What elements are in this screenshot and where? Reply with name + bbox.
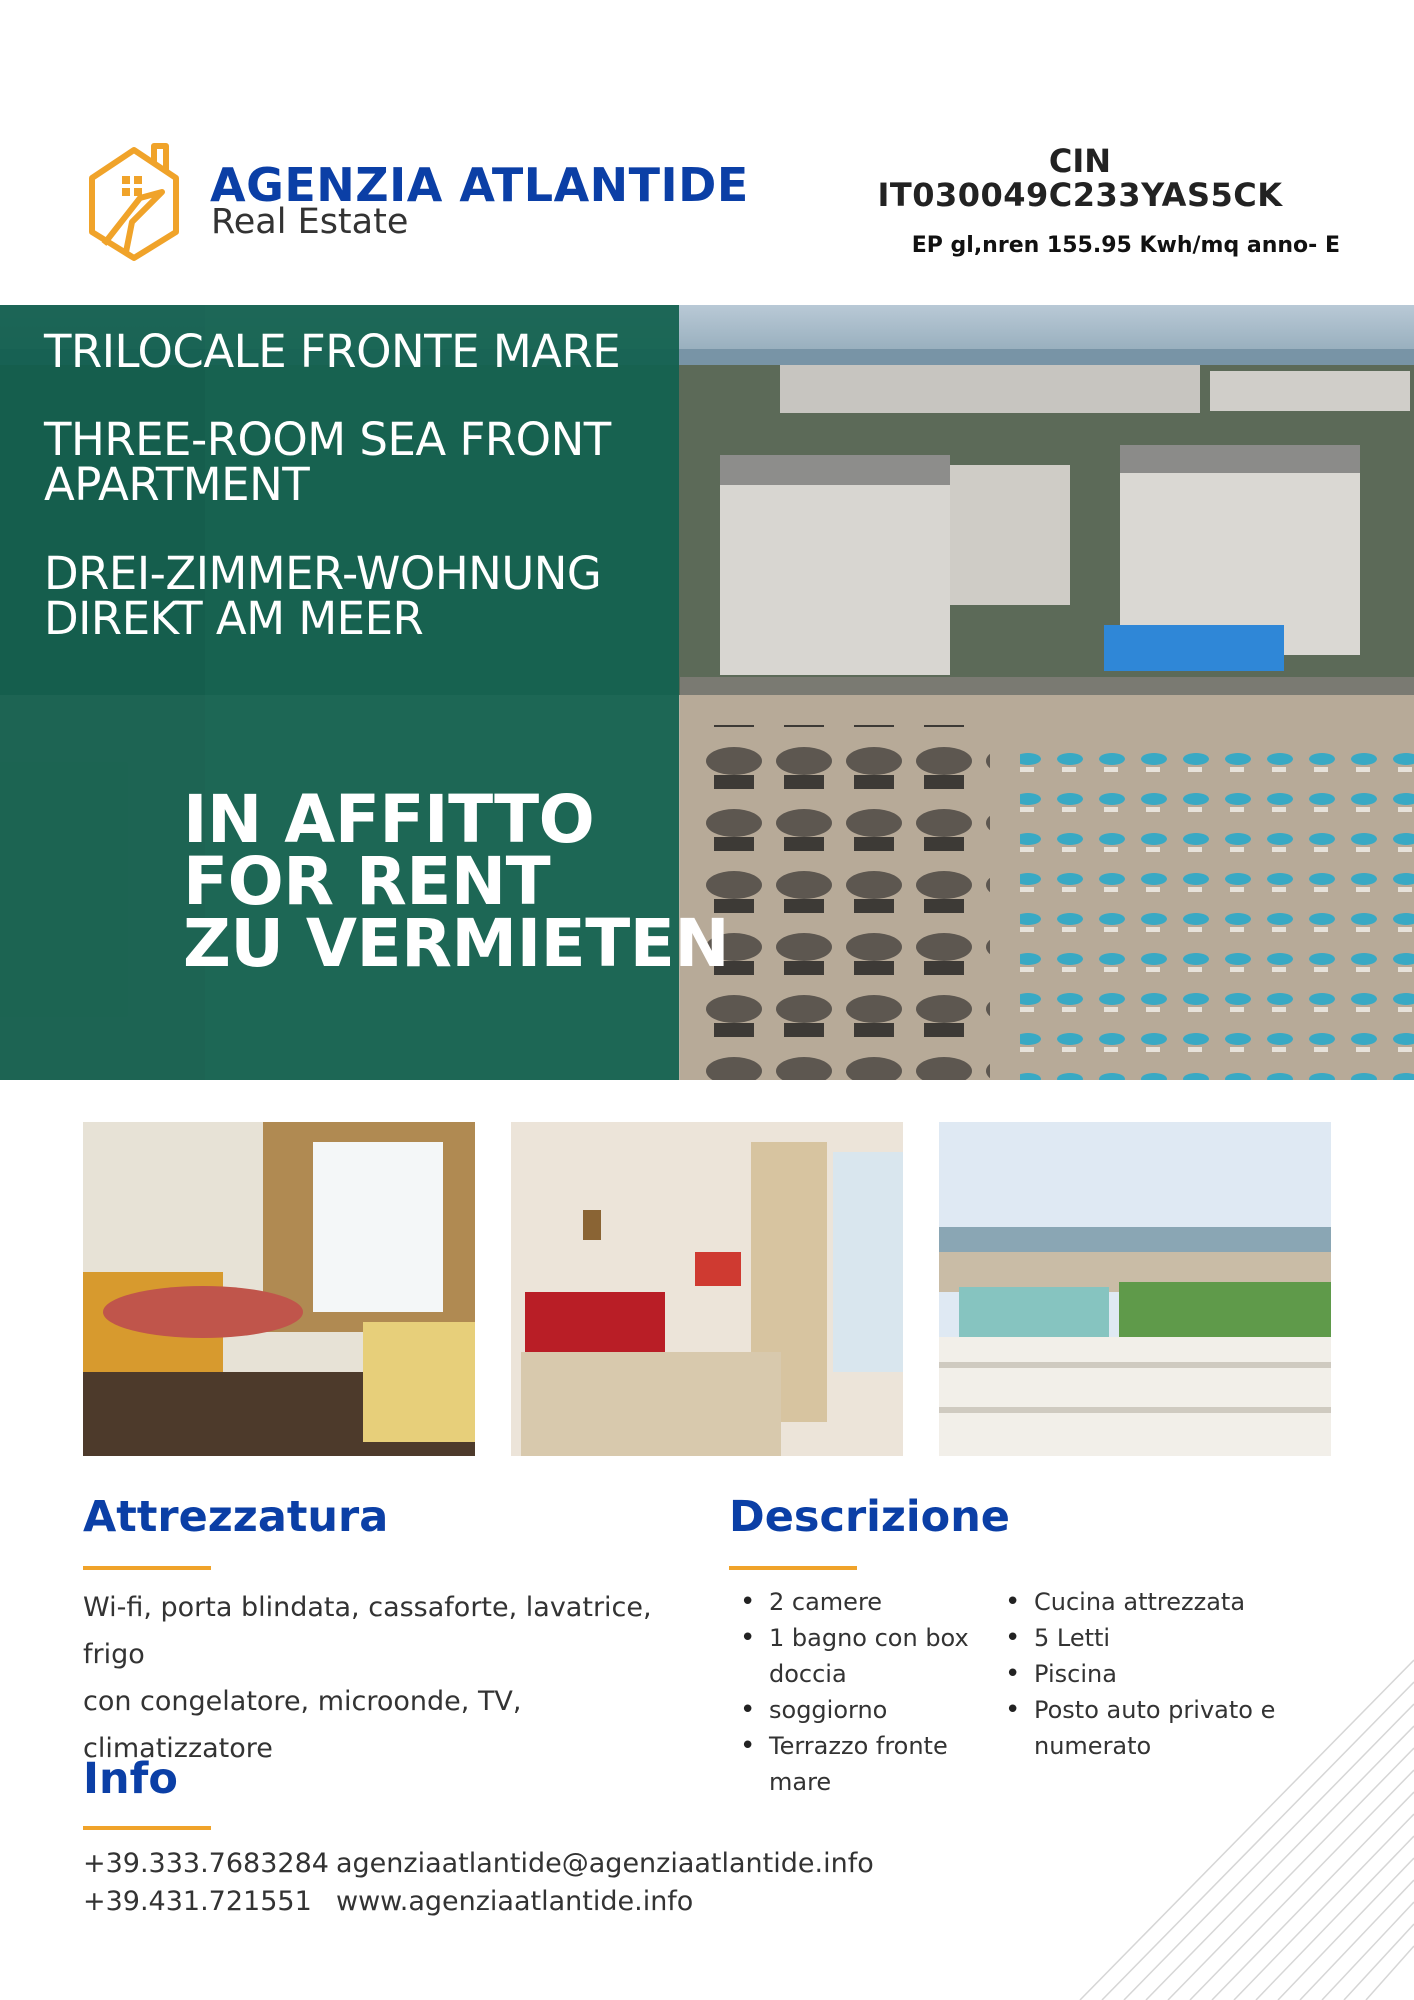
list-item: • soggiorno: [729, 1692, 974, 1728]
list-item: • 2 camere: [729, 1584, 974, 1620]
house-logo-icon: [82, 140, 186, 264]
brand-subtitle: Real Estate: [211, 202, 409, 242]
cin-label: CIN: [1048, 142, 1112, 180]
living-room-photo: [83, 1122, 475, 1456]
info-title-underline: [83, 1826, 211, 1830]
equipment-title-underline: [83, 1566, 211, 1570]
description-title: Descrizione: [729, 1492, 1010, 1542]
brand-name: AGENZIA ATLANTIDE: [210, 158, 749, 212]
hero-title-it: TRILOCALE FRONTE MARE: [44, 325, 621, 378]
rent-label-de: ZU VERMIETEN: [183, 905, 730, 982]
cin-code: IT030049C233YAS5CK: [877, 176, 1283, 214]
hero-title-de-1: DREI-ZIMMER-WOHNUNG: [44, 547, 602, 600]
info-title: Info: [83, 1754, 178, 1804]
description-title-underline: [729, 1566, 857, 1570]
email-link[interactable]: agenziaatlantide@agenziaatlantide.info: [336, 1848, 874, 1879]
description-list-1: [729, 1584, 974, 1800]
list-item: • 1 bagno con box doccia: [729, 1620, 974, 1692]
rent-label-it: IN AFFITTO: [183, 781, 595, 858]
list-item: • Cucina attrezzata: [994, 1584, 1294, 1620]
hero-title-en-2: APARTMENT: [44, 458, 310, 511]
rent-label-en: FOR RENT: [183, 843, 551, 920]
equipment-title: Attrezzatura: [83, 1492, 389, 1542]
equipment-line-1: Wi-fi, porta blindata, cassaforte, lavatrice, frigo: [83, 1592, 652, 1670]
list-item: • 5 Letti: [994, 1620, 1294, 1656]
hero-title-en-1: THREE-ROOM SEA FRONT: [44, 413, 611, 466]
list-item: • Piscina: [994, 1656, 1294, 1692]
phone-mobile[interactable]: +39.333.7683284: [83, 1848, 329, 1879]
equipment-line-2: con congelatore, microonde, TV, climatizzatore: [83, 1686, 522, 1764]
hero-title-de-2: DIREKT AM MEER: [44, 592, 424, 645]
website-link[interactable]: www.agenziaatlantide.info: [336, 1886, 694, 1917]
energy-rating: EP gl,nren 155.95 Kwh/mq anno- E: [911, 233, 1340, 258]
list-item: • Posto auto privato e numerato: [994, 1692, 1294, 1764]
equipment-text: [83, 1584, 703, 1772]
bedroom-photo: [511, 1122, 903, 1456]
hero-banner: [0, 305, 1414, 1080]
list-item: • Terrazzo fronte mare: [729, 1728, 974, 1800]
decorative-lines: [1040, 1620, 1414, 2000]
phone-landline[interactable]: +39.431.721551: [83, 1886, 312, 1917]
terrace-pool-photo: [939, 1122, 1331, 1456]
